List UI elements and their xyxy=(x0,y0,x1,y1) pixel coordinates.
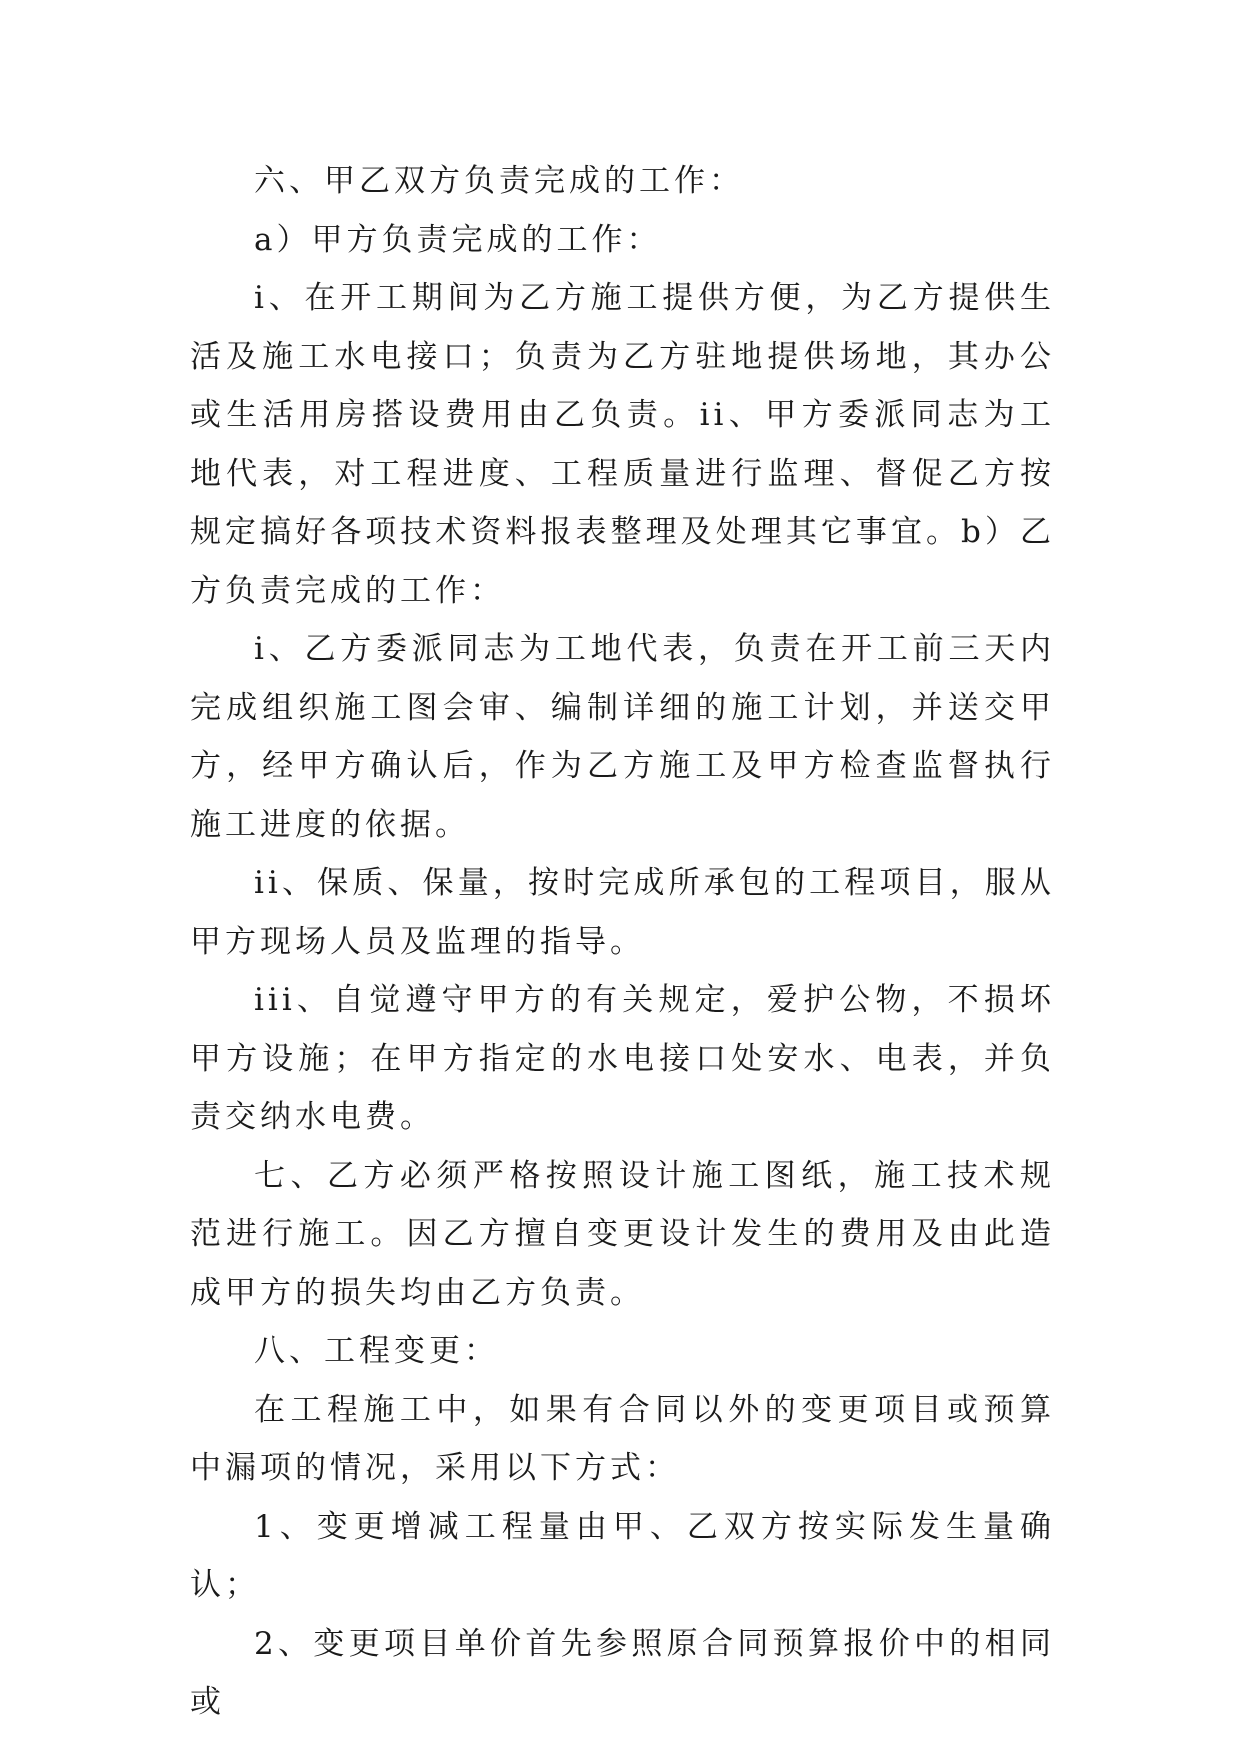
section-seven-paragraph: 七、乙方必须严格按照设计施工图纸，施工技术规范进行施工。因乙方擅自变更设计发生的费用及由此造成甲方的损失均由乙方负责。 xyxy=(190,1157,1055,1311)
section-eight-heading: 八、工程变更： xyxy=(254,1333,499,1369)
section-six-heading: 六、甲乙双方负责完成的工作： xyxy=(254,163,744,199)
party-a-duties-paragraph: i、在开工期间为乙方施工提供方便，为乙方提供生活及施工水电接口；负责为乙方驻地提供场地，其办公或生活用房搭设费用由乙负责。ii、甲方委派同志为工地代表，对工程进度、工程质量进行监理、督促乙方按规定搞好各项技术资料报表整理及处理其它事宜。b）乙方负责完成的工作： xyxy=(190,280,1055,609)
party-b-duty-ii-paragraph: ii、保质、保量，按时完成所承包的工程项目，服从甲方现场人员及监理的指导。 xyxy=(190,865,1055,960)
change-item-2: 2、变更项目单价首先参照原合同预算报价中的相同或 xyxy=(190,1625,1055,1720)
party-b-duty-i-paragraph: i、乙方委派同志为工地代表，负责在开工前三天内完成组织施工图会审、编制详细的施工计划，并送交甲方，经甲方确认后，作为乙方施工及甲方检查监督执行施工进度的依据。 xyxy=(190,631,1055,843)
party-a-duties-heading: a）甲方负责完成的工作： xyxy=(254,221,662,258)
party-b-duty-iii-paragraph: iii、自觉遵守甲方的有关规定，爱护公物，不损坏甲方设施；在甲方指定的水电接口处安水、电表，并负责交纳水电费。 xyxy=(190,982,1055,1135)
document-body xyxy=(190,152,1055,1732)
change-item-1: 1、变更增减工程量由甲、乙双方按实际发生量确认； xyxy=(190,1508,1055,1603)
change-intro-paragraph: 在工程施工中，如果有合同以外的变更项目或预算中漏项的情况，采用以下方式： xyxy=(190,1391,1055,1486)
